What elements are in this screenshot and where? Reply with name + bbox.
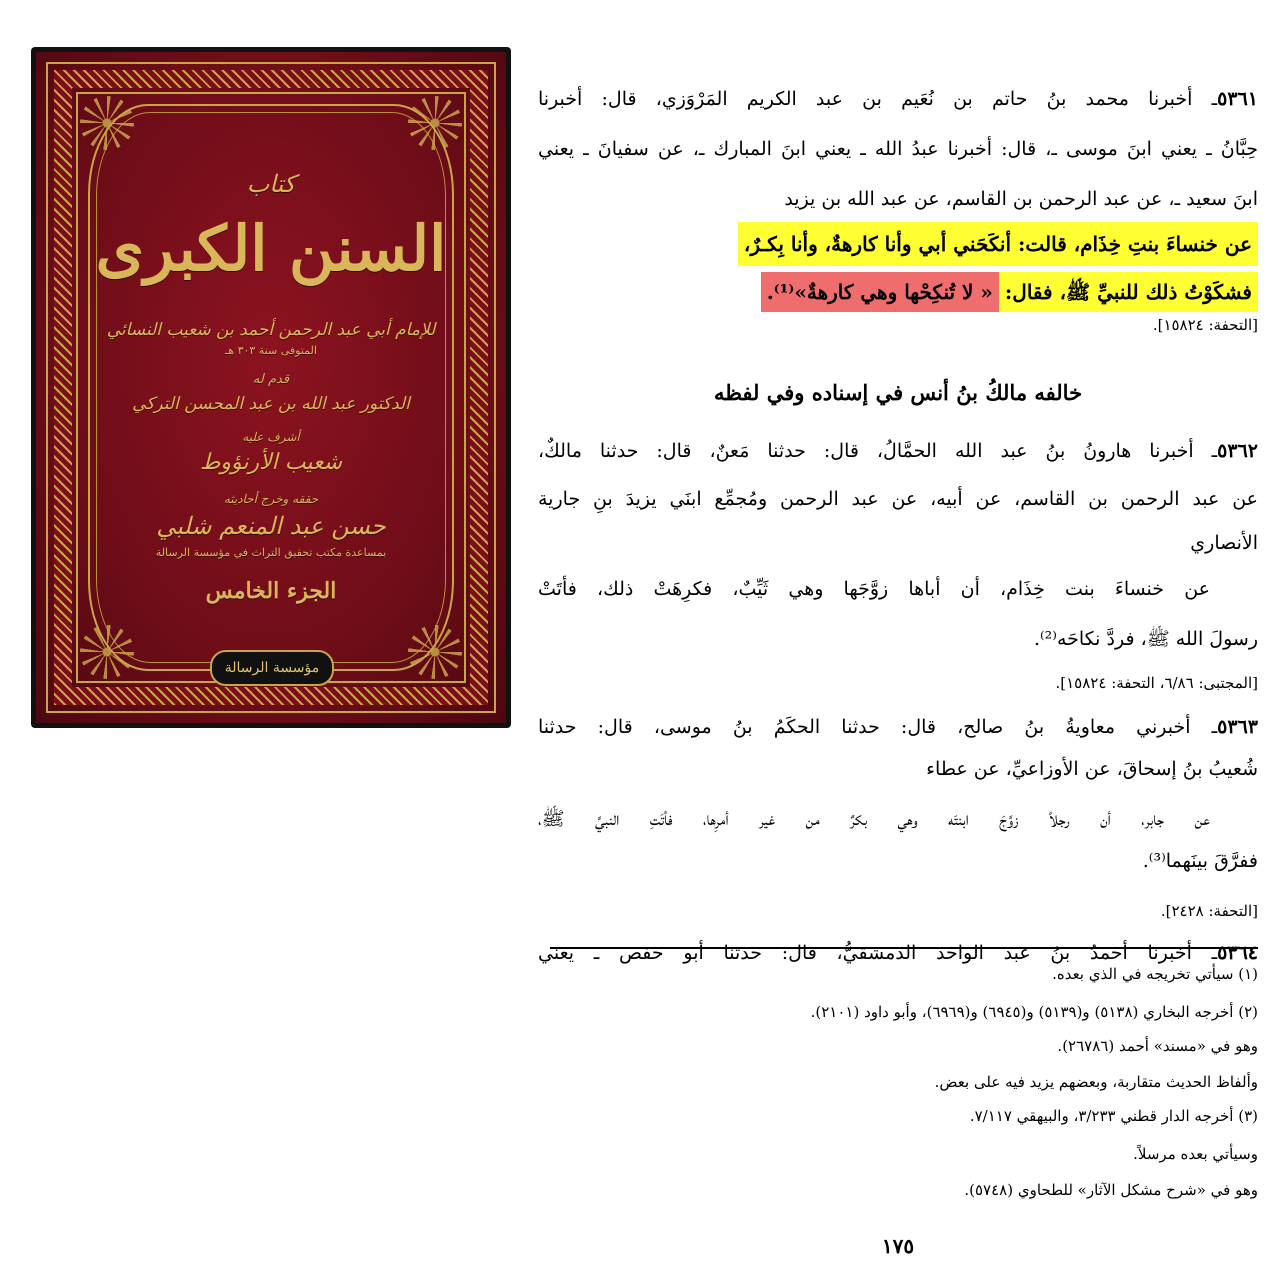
hadith-5363-line-4: ففرَّقَ بينَهما⁽³⁾. [1142, 850, 1258, 872]
hadith-5361-reference: [التحفة: ١٥٨٢٤]. [1152, 316, 1258, 334]
red-highlight: « لا تُنكِحْها وهي كارهةٌ»⁽¹⁾. [761, 272, 999, 312]
hadith-5362-line-2: عن عبد الرحمن بن القاسم، عن أبيه، عن عبد الرحمن ومُجمِّع ابنَي يزيدَ بنِ جارية [538, 488, 1258, 510]
hadith-number: ٥٣٦٤ [1217, 942, 1258, 964]
hadith-5362-line-5: رسولَ الله ﷺ، فردَّ نكاحَه⁽²⁾. [1033, 628, 1258, 650]
footnote-divider [550, 947, 1258, 949]
yellow-highlight: فشكَوْتُ ذلك للنبيِّ ﷺ، فقال: [999, 272, 1258, 312]
hadith-number: ٥٣٦٢ [1217, 440, 1258, 462]
cover-intro-label: قدم له [252, 372, 290, 387]
yellow-highlight: عن خنساءَ بنتِ خِذَام، قالت: أنكَحَني أبي وأنا كارهةٌ، وأنا بِكـرٌ، [738, 222, 1258, 266]
book-cover-face [36, 52, 506, 723]
corner-ornament-icon [80, 625, 134, 679]
hadith-5363-line-1 [538, 710, 1258, 744]
section-heading: خالفه مالكُ بنُ أنس في إسناده وفي لفظه [713, 380, 1083, 405]
corner-ornament-icon [408, 625, 462, 679]
page-number: ١٧٥ [881, 1234, 915, 1258]
cover-author: للإمام أبي عبد الرحمن أحمد بن شعيب النسائي [106, 320, 436, 340]
cover-verifier-name: حسن عبد المنعم شلبي [156, 512, 386, 540]
cover-intro-name: الدكتور عبد الله بن عبد المحسن التركي [132, 394, 410, 414]
footnote-2-note: وألفاظ الحديث متقاربة، وبعضهم يزيد فيه على بعض. [934, 1073, 1258, 1091]
hadith-5362-line-4: عن خنساءَ بنت خِذَام، أن أباها زوَّجَها وهي ثَيِّبٌ، فكرِهَتْ ذلك، فأتَتْ [538, 578, 1210, 600]
hadith-text: ـ أخبرنا محمد بنُ حاتم بن نُعَيم بن عبد الكريم المَرْوَزي، قال: أخبرنا [538, 88, 1218, 110]
cover-assistance-note: بمساعدة مكتب تحقيق التراث في مؤسسة الرسالة [155, 546, 387, 559]
cover-publisher-badge: مؤسسة الرسالة [210, 650, 334, 686]
cover-death-date: المتوفى سنة ٣٠٣ هـ [225, 344, 317, 357]
footnote-1: (١) سيأتي تخريجه في الذي بعده. [1052, 965, 1258, 983]
cover-verifier-label: حققه وخرج أحاديثه [223, 492, 319, 506]
cover-volume: الجزء الخامس [205, 578, 337, 604]
book-page [538, 38, 1258, 1268]
hadith-5361-line-1 [538, 82, 1258, 116]
footnote-3: (٣) أخرجه الدار قطني ٣/٢٣٣، والبيهقي ٧/١١٧. [969, 1107, 1258, 1125]
corner-ornament-icon [80, 96, 134, 150]
hadith-number: ٥٣٦٣ [1217, 716, 1258, 738]
hadith-text: ـ أخبرني معاويةُ بنُ صالح، قال: حدثنا الحكَمُ بنُ موسى، قال: حدثنا [538, 716, 1218, 738]
footnote-2-cont: وهو في «مسند» أحمد (٢٦٧٨٦). [1057, 1037, 1258, 1055]
cover-supervisor-name: شعيب الأرنؤوط [199, 450, 343, 475]
hadith-5363-reference: [التحفة: ٢٤٢٨]. [1160, 902, 1258, 920]
cover-title: السنن الكبرى [95, 212, 447, 285]
hadith-number: ٥٣٦١ [1217, 88, 1258, 110]
hadith-5361-line-2: حِبَّانُ ـ يعني ابنَ موسى ـ، قال: أخبرنا عبدُ الله ـ يعني ابنَ المبارك ـ، عن سفيانَ ـ يعني [538, 138, 1258, 160]
footnote-3-note: وهو في «شرح مشكل الآثار» للطحاوي (٥٧٤٨). [964, 1181, 1258, 1199]
hadith-text: ـ أخبرنا أحمدُ بنُ عبد الواحد الدمشقيُّ، قال: حدثنا أبو حفص ـ يعني [538, 942, 1218, 964]
hadith-5363-line-3: عن جابر، أن رجلاً زوَّجَ ابنتَه وهي بكرٌ من غير أمرِها، فأتَتِ النبيَّ ﷺ، [538, 808, 1210, 830]
hadith-5361-line-3: ابنَ سعيد ـ، عن عبد الرحمن بن القاسم، عن عبد الله بن يزيد [784, 188, 1258, 210]
footnote-2: (٢) أخرجه البخاري (٥١٣٨) و(٥١٣٩) و(٦٩٤٥) و(٦٩٦٩)، وأبو داود (٢١٠١). [810, 1003, 1258, 1021]
hadith-5363-line-2: شُعيبُ بنُ إسحاقَ، عن الأوزاعيِّ، عن عطاء [926, 758, 1258, 780]
footnote-3-cont: وسيأتي بعده مرسلاً. [1133, 1145, 1258, 1163]
hadith-5362-line-1 [538, 434, 1258, 468]
hadith-5362-reference: [المجتبى: ٦/٨٦، التحفة: ١٥٨٢٤]. [1055, 674, 1258, 692]
highlighted-line-1 [738, 222, 1258, 266]
book-cover-image [31, 47, 511, 728]
corner-ornament-icon [408, 96, 462, 150]
highlighted-line-2 [761, 272, 1258, 312]
hadith-5362-line-3: الأنصاري [1190, 532, 1258, 554]
hadith-text: ـ أخبرنا هارونُ بنُ عبد الله الحمَّالُ، قال: حدثنا مَعنٌ، قال: حدثنا مالكٌ، [538, 440, 1218, 462]
cover-kitab-label: كتاب [246, 170, 296, 198]
cover-supervisor-label: أشرف عليه [242, 430, 300, 444]
